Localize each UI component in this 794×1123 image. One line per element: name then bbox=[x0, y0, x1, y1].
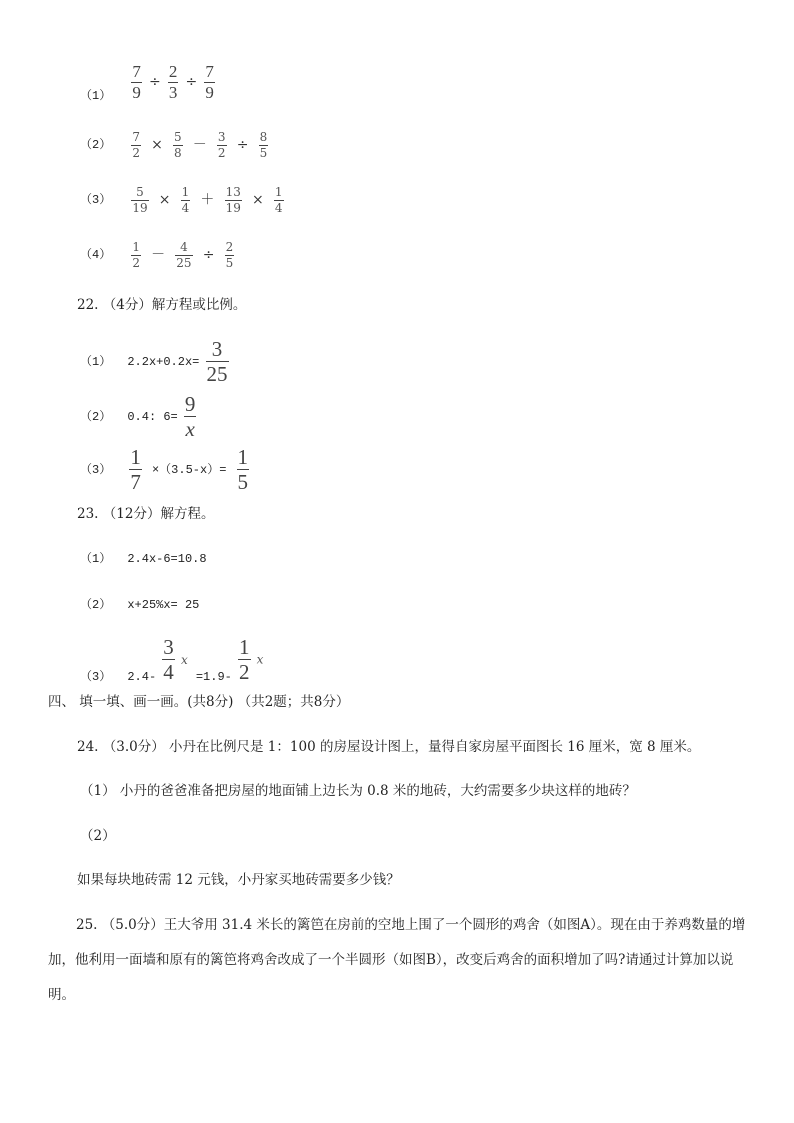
part-label: （3） bbox=[80, 462, 112, 477]
operator: ÷ bbox=[236, 137, 249, 154]
part-label: （1） bbox=[80, 551, 112, 566]
fraction: $\frac{3}{4}$ bbox=[163, 635, 174, 685]
q23-part-2 bbox=[80, 598, 199, 611]
fraction: $\frac{7}{9}$ bbox=[132, 62, 141, 102]
equation-text: 0.4: 6= bbox=[127, 409, 178, 424]
q21-part-1 bbox=[80, 63, 217, 102]
fraction: $\frac{5}{8}$ bbox=[174, 130, 182, 160]
q22-part-1 bbox=[80, 338, 231, 385]
fraction: $\frac{3}{25}$ bbox=[206, 337, 228, 387]
q24-part-1: （1） 小丹的爸爸准备把房屋的地面铺上边长为 0.8 米的地砖，大约需要多少块这样的地砖？ bbox=[80, 783, 636, 799]
q21-part-3 bbox=[80, 186, 286, 214]
operator: ÷ bbox=[202, 247, 215, 264]
part-label: （2） bbox=[80, 597, 112, 612]
part-label: （2） bbox=[80, 409, 112, 424]
part-label: （1） bbox=[80, 354, 112, 369]
q23-part-3 bbox=[80, 636, 263, 683]
q24-part-2-label: （2） bbox=[80, 828, 116, 844]
q22-heading: 22. （4分）解方程或比例。 bbox=[77, 297, 247, 313]
part-label: （4） bbox=[80, 248, 112, 263]
equation-text: 2.2x+0.2x= bbox=[127, 354, 200, 369]
part-label: （2） bbox=[80, 138, 112, 153]
equation-text: 2.4- bbox=[127, 670, 157, 685]
operator: － bbox=[192, 137, 207, 154]
fraction: $\frac{5}{19}$ bbox=[132, 185, 148, 215]
q21-part-2 bbox=[80, 131, 270, 159]
fraction: $\frac{1}{4}$ bbox=[274, 185, 283, 215]
variable: x bbox=[256, 652, 264, 667]
operator: × bbox=[251, 192, 264, 209]
fraction: $\frac{9}{x}$ bbox=[184, 392, 196, 442]
q22-part-2 bbox=[80, 393, 198, 440]
fraction: $\frac{8}{5}$ bbox=[259, 130, 268, 160]
variable: x bbox=[180, 652, 188, 667]
fraction: $\frac{1}{5}$ bbox=[237, 445, 249, 495]
operator: × bbox=[151, 137, 163, 154]
equation-text: 2.4x-6=10.8 bbox=[127, 551, 207, 566]
equation-text: =1.9- bbox=[195, 670, 232, 685]
section-heading: 四、 填一填、画一画。(共8分) （共2题；共8分） bbox=[48, 694, 350, 710]
q24-part-2-text: 如果每块地砖需 12 元钱，小丹家买地砖需要多少钱？ bbox=[77, 872, 400, 888]
equation-text: ×（3.5-x）= bbox=[151, 462, 227, 477]
part-label: （3） bbox=[80, 193, 112, 208]
operator: ÷ bbox=[148, 74, 161, 91]
fraction: $\frac{1}{4}$ bbox=[181, 185, 190, 215]
q22-part-3 bbox=[80, 446, 251, 493]
fraction: $\frac{1}{2}$ bbox=[132, 240, 140, 270]
q25-text: 25. （5.0分）王大爷用 31.4 米长的篱笆在房前的空地上围了一个圆形的鸡舍（如图A）。现在由于养鸡数量的增加，他利用一面墙和原有的篱笆将鸡舍改成了一个半圆形（如图B），改变后鸡舍的面积增加了吗?请通过计算加以说明。 bbox=[48, 917, 746, 1003]
part-label: （3） bbox=[80, 670, 112, 685]
q23-part-1 bbox=[80, 552, 207, 565]
fraction: $\frac{2}{5}$ bbox=[225, 240, 234, 270]
fraction: $\frac{7}{2}$ bbox=[132, 130, 140, 160]
q21-part-4 bbox=[80, 241, 236, 269]
fraction: $\frac{2}{3}$ bbox=[168, 62, 178, 102]
fraction: $\frac{13}{19}$ bbox=[225, 185, 241, 215]
fraction: $\frac{4}{25}$ bbox=[176, 240, 192, 270]
equation-text: x+25%x= 25 bbox=[127, 597, 200, 612]
fraction: $\frac{1}{7}$ bbox=[130, 445, 141, 495]
fraction: $\frac{7}{9}$ bbox=[205, 62, 214, 102]
fraction: $\frac{3}{2}$ bbox=[217, 130, 226, 160]
part-label: （1） bbox=[80, 88, 112, 103]
q24-stem: 24. （3.0分） 小丹在比例尺是 1：100 的房屋设计图上，量得自家房屋平面图长 16 厘米，宽 8 厘米。 bbox=[77, 739, 701, 755]
q23-heading: 23. （12分）解方程。 bbox=[77, 506, 215, 522]
fraction: $\frac{1}{2}$ bbox=[239, 635, 250, 685]
operator: × bbox=[158, 192, 171, 209]
operator: ÷ bbox=[185, 74, 198, 91]
operator: ＋ bbox=[200, 192, 215, 209]
operator: － bbox=[151, 247, 166, 264]
